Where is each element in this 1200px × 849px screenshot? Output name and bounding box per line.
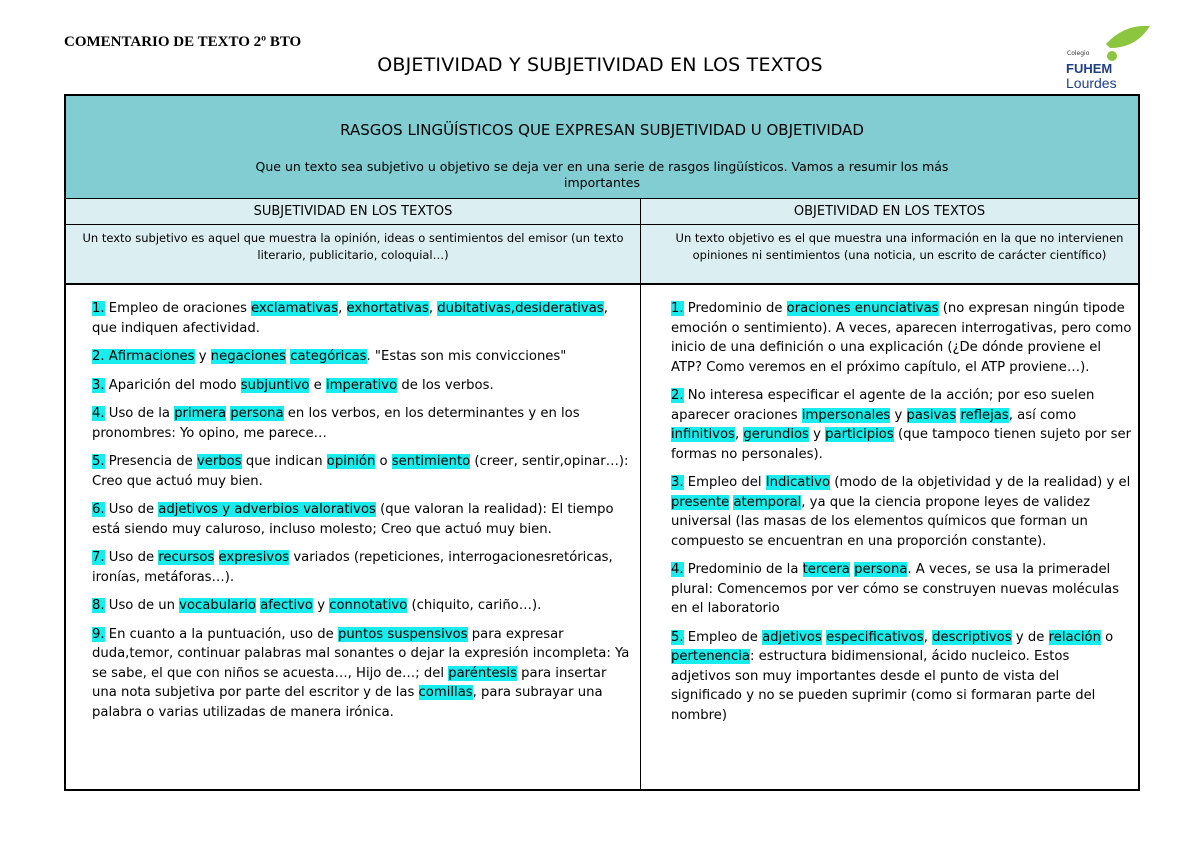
highlighted-term: atemporal [733,494,802,510]
list-item-text: Uso de [104,550,159,565]
list-item-text: No interesa especificar el agente de la acción; por eso suelen aparecer oraciones [671,388,1095,423]
highlighted-term: 3. [92,377,105,393]
list-item-text: Predominio de [683,301,787,316]
list-item-text: , ya que la ciencia propone leyes de validez universal (las masas de los elementos químicos que forman un compuesto se encuentran en una proporción constante). [671,494,1091,549]
list-item-text: , para subrayar una palabra o varias utilizadas de manera irónica. [92,685,603,720]
highlighted-term: opinión [326,454,376,469]
course-label: COMENTARIO DE TEXTO 2º BTO [64,34,302,50]
list-item-text: , [428,301,438,316]
list-item [671,560,1132,619]
list-item [92,596,630,616]
list-item [671,473,1132,551]
list-item-text: : estructura bidimensional, ácido nucleico. Estos adjetivos son muy importantes desde el punto de vista del significado y no se pueden suprimir (como si formaran parte del nombre) [671,649,1096,723]
list-item-text: En cuanto a la puntuación, uso de [104,626,338,642]
highlighted-term: recursos [158,550,215,565]
objectivity-list [640,285,1138,789]
list-item-text: , [734,427,744,442]
list-item-text: (creer, sentir,opinar…): Creo que actuó muy bien. [92,454,629,489]
highlighted-term: vocabulario [179,598,256,613]
highlighted-term: 4. [671,562,684,577]
list-item [671,386,1132,464]
highlighted-term: participios [825,427,894,442]
list-item [671,628,1132,726]
highlighted-term: 6. [92,502,105,517]
list-item-text: Presencia de [104,454,197,469]
highlighted-term: 1. [92,301,105,316]
highlighted-term: expresivos [218,550,290,565]
list-item-text: . A veces, se usa la primeradel plural: Comencemos por ver cómo se construyen nuevas moléculas en el laboratorio [671,562,1119,616]
highlighted-term: 7. [92,550,105,565]
highlighted-term: 3. [671,475,684,490]
highlighted-term: pertenencia [671,649,751,664]
list-item-text: para expresar duda,temor, continuar palabras mal sonantes o dejar la expresión incompleta: Ya se sabe, el que con niños se acuesta…, Hijo de…; del [92,626,630,681]
right-column-heading: OBJETIVIDAD EN LOS TEXTOS [640,199,1138,225]
list-item [92,500,630,539]
list-item-text: e [309,377,326,393]
highlighted-term: 5. [671,629,684,645]
list-item [671,299,1132,377]
list-item-text: Predominio de la [683,562,803,577]
list-item-text: y [313,598,330,613]
list-item-text: y [808,427,826,442]
highlighted-term: descriptivos [932,629,1012,645]
highlighted-term: presente [671,494,730,510]
highlighted-term: comillas [418,685,473,700]
highlighted-term: oraciones enunciativas [786,301,939,316]
highlighted-term: persona [230,406,284,421]
highlighted-term: paréntesis [448,665,517,681]
list-item-text: Uso de [104,502,159,517]
list-item-text: (no expresan ningún tipode emoción o sentimiento). A veces, aparecen interrogativas, pero como inicio de una definición o una explicación (¿De dónde proviene el ATP? Como veremos en el próximo capítulo, el ATP proviene…). [671,301,1132,375]
highlighted-term: exhortativas [346,301,429,316]
list-item-text: Uso de un [104,598,180,613]
list-item-text: , que indiquen afectividad. [92,301,608,336]
highlighted-term: categóricas [290,349,367,364]
highlighted-term: reflejas [960,407,1009,423]
list-item-text: (que tampoco tienen sujeto por ser formas no personales). [671,427,1132,462]
list-item-text: y [890,407,907,423]
list-item-text: variados (repeticiones, interrogacionesretóricas, ironías, metáforas…). [92,550,613,585]
list-item-text: . "Estas son mis convicciones" [366,349,567,364]
features-table [64,94,1140,791]
highlighted-term: relación [1048,629,1101,645]
highlighted-term: especificativos [826,629,924,645]
list-item-text: y de [1011,629,1049,645]
highlighted-term: adjetivos y adverbios valorativos [158,502,376,517]
logo-small-text: Colegio [1067,50,1090,57]
highlighted-term: subjuntivo [240,377,310,393]
list-item-text: (chiquito, cariño…). [407,598,542,613]
table-description: Que un texto sea subjetivo u objetivo se deja ver en una serie de rasgos lingüísticos. Vamos a resumir los más importantes [255,159,949,190]
list-item [92,548,630,587]
list-item [92,404,630,443]
list-item [92,299,630,338]
list-item-text: para insertar una nota subjetiva por parte del escritor y de las [92,665,607,700]
highlighted-term: gerundios [743,427,809,442]
right-column-description: Un texto objetivo es el que muestra una información en la que no intervienen opiniones ni sentimientos (una noticia, un escrito de carácter científico) [640,225,1138,285]
list-item-text: (que valoran la realidad): El tiempo está siendo muy caluroso, incluso molesto; Creo que actuó muy bien. [92,502,614,537]
document-title: OBJETIVIDAD Y SUBJETIVIDAD EN LOS TEXTOS [377,54,823,76]
highlighted-term: sentimiento [391,454,471,469]
list-item-text: , [923,629,933,645]
highlighted-term: Indicativo [765,475,831,490]
list-item-text: , [338,301,347,316]
list-item-text: Uso de la [104,406,175,421]
list-item-text: Empleo de oraciones [104,301,252,316]
highlighted-term: infinitivos [671,427,735,442]
highlighted-term: primera [174,406,227,421]
list-item-text: de los verbos. [397,377,494,393]
list-item-text: Aparición del modo [104,377,241,393]
highlighted-term: exclamativas [251,301,339,316]
list-item-text: que indican [241,454,327,469]
list-item [92,625,630,723]
table-header [66,96,1138,199]
left-column-heading: SUBJETIVIDAD EN LOS TEXTOS [66,199,640,225]
list-item [92,452,630,491]
highlighted-term: afectivo [260,598,313,613]
logo-brand: FUHEM [1066,61,1113,76]
list-item-text: (modo de la objetividad y de la realidad) y el [830,475,1131,490]
highlighted-term: verbos [196,454,242,469]
list-item-text: o [375,454,392,469]
highlighted-term: 9. [92,626,105,642]
logo-place: Lourdes [1066,75,1117,91]
highlighted-term: imperativo [325,377,398,393]
left-column-description: Un texto subjetivo es aquel que muestra la opinión, ideas o sentimientos del emisor (un texto literario, publicitario, coloquial…) [66,225,640,285]
list-item-text: o [1100,629,1114,645]
list-item [92,376,630,396]
school-logo [1066,22,1152,92]
list-item [92,347,630,367]
list-item-text: Empleo del [683,475,766,490]
highlighted-term: pasivas [906,407,957,423]
highlighted-term: connotativo [329,598,408,613]
list-item-text: Empleo de [683,629,763,645]
list-item-text: en los verbos, en los determinantes y en los pronombres: Yo opino, me parece… [92,406,580,441]
highlighted-term: 5. [92,454,105,469]
highlighted-term: 2. [671,388,684,403]
highlighted-term: persona [854,562,908,577]
table-title: RASGOS LINGÜÍSTICOS QUE EXPRESAN SUBJETIVIDAD U OBJETIVIDAD [340,121,864,139]
highlighted-term: tercera [802,562,850,577]
highlighted-term: 1. [671,301,684,316]
highlighted-term: impersonales [801,407,891,423]
highlighted-term: negaciones [210,349,286,364]
list-item-text: y [194,349,211,364]
highlighted-term: 4. [92,406,105,421]
highlighted-term: dubitativas,desiderativas [437,301,604,316]
subjectivity-list [66,285,640,789]
highlighted-term: 2. Afirmaciones [92,349,195,364]
highlighted-term: 8. [92,598,105,613]
highlighted-term: puntos suspensivos [337,626,468,642]
list-item-text [214,550,218,565]
list-item-text: , así como [1008,407,1077,423]
highlighted-term: adjetivos [762,629,822,645]
